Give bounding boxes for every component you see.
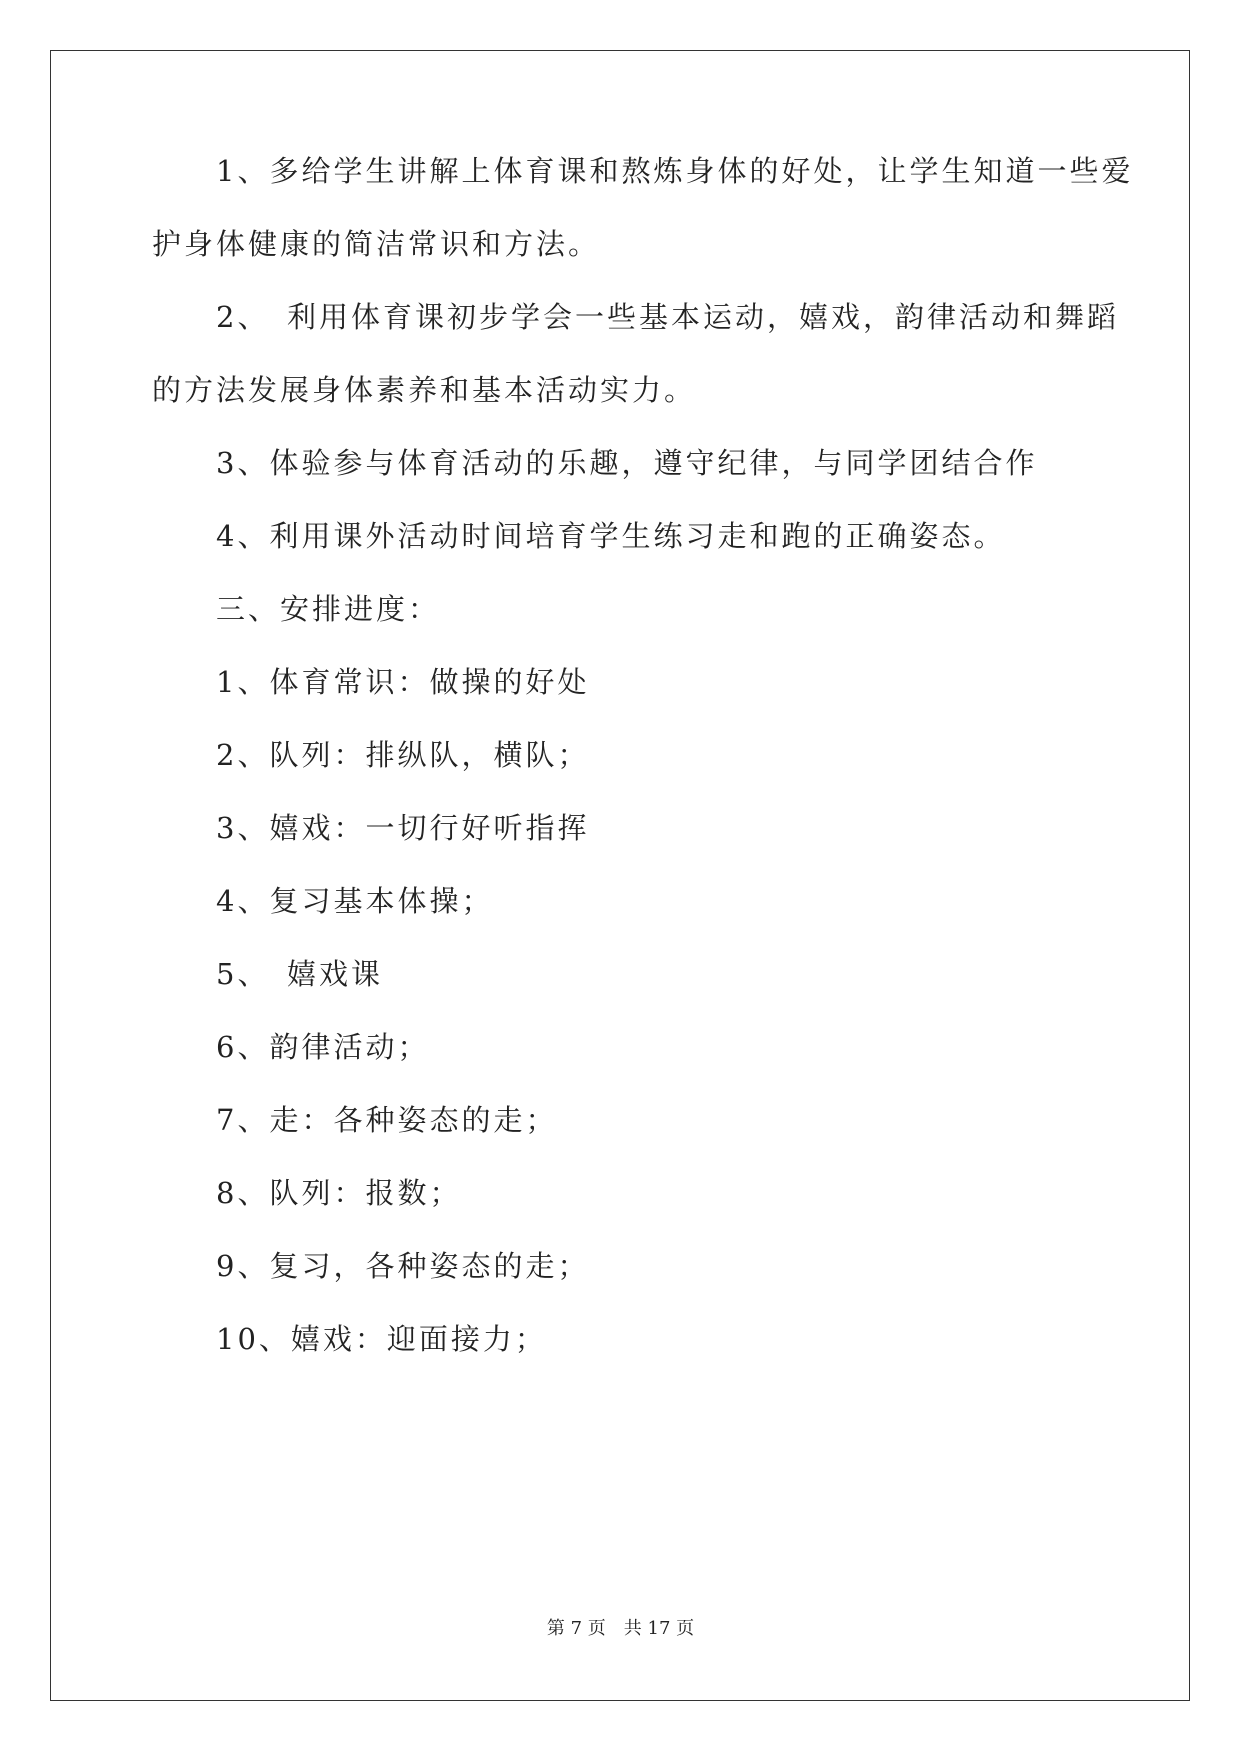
section-heading: 三、安排进度： <box>152 592 441 626</box>
paragraph-line: 1、多给学生讲解上体育课和熬炼身体的好处，让学生知道一些爱 <box>152 154 1134 188</box>
list-item: 10、嬉戏：迎面接力； <box>152 1322 547 1356</box>
list-item: 5、 嬉戏课 <box>152 957 383 991</box>
paragraph-line: 3、体验参与体育活动的乐趣，遵守纪律，与同学团结合作 <box>152 446 1038 480</box>
page-footer: 第 7 页 共 17 页 <box>546 1618 695 1639</box>
paragraph-line: 的方法发展身体素养和基本活动实力。 <box>152 373 697 407</box>
list-item: 9、复习，各种姿态的走； <box>152 1249 590 1283</box>
list-item: 6、韵律活动； <box>152 1030 430 1064</box>
list-item: 8、队列：报数； <box>152 1176 462 1210</box>
paragraph-line: 护身体健康的简洁常识和方法。 <box>152 227 601 261</box>
list-item: 3、嬉戏：一切行好听指挥 <box>152 811 590 845</box>
list-item: 4、复习基本体操； <box>152 884 494 918</box>
list-item: 1、体育常识：做操的好处 <box>152 665 590 699</box>
list-item: 7、走：各种姿态的走； <box>152 1103 558 1137</box>
paragraph-line: 2、 利用体育课初步学会一些基本运动，嬉戏，韵律活动和舞蹈 <box>152 300 1119 334</box>
list-item: 2、队列：排纵队，横队； <box>152 738 590 772</box>
paragraph-line: 4、利用课外活动时间培育学生练习走和跑的正确姿态。 <box>152 519 1006 553</box>
page-border <box>50 50 1190 1701</box>
